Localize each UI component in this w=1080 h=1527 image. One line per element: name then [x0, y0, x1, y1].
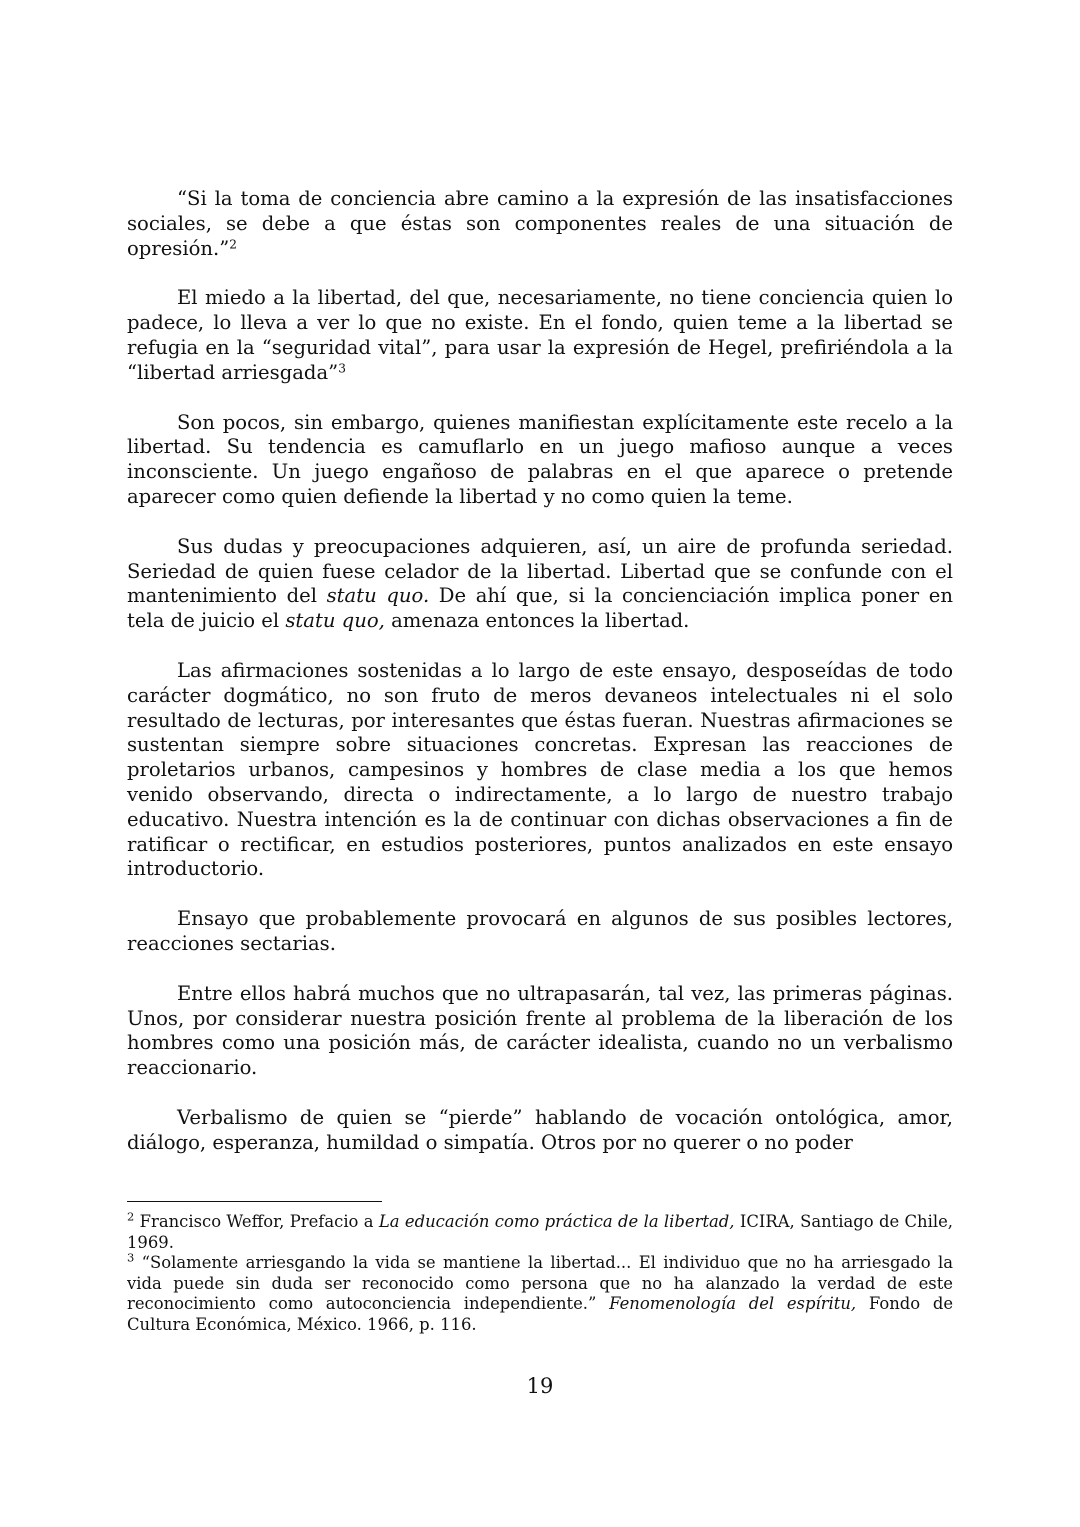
paragraph-5: Las afirmaciones sostenidas a lo largo de este ensayo, desposeídas de todo carácter dogmático, no son fruto de meros devaneos intelectuales ni el solo resultado de lecturas, por interesantes que éstas fueran. Nuestras afirmaciones se sustentan siempre sobre situaciones concretas. Expresan las reacciones de proletarios urbanos, campesinos y hombres de clase media a los que hemos venido observando, directa o indirectamente, a lo largo de nuestro trabajo educativo. Nuestra intención es la de continuar con dichas observaciones a fin de ratificar o rectificar, en estudios posteriores, puntos analizados en este ensayo introductorio. [127, 658, 953, 881]
paragraph-6: Ensayo que probablemente provocará en algunos de sus posibles lectores, reacciones sectarias. [127, 907, 953, 955]
paragraph-7: Entre ellos habrá muchos que no ultrapasarán, tal vez, las primeras páginas. Unos, por considerar nuestra posición frente al problema de la liberación de los hombres como una posición más, de carácter idealista, cuando no un verbalismo reaccionario. [127, 981, 953, 1080]
footnote-2: $^2$ Francisco Weffor, Prefacio a La educación como práctica de la libertad, ICIRA, Santiago de Chile, 1969. [127, 1209, 953, 1252]
paragraph-4: Sus dudas y preocupaciones adquieren, así, un aire de profunda seriedad. Seriedad de quien fuese celador de la libertad. Libertad que se confunde con el mantenimiento del statu quo. De ahí que, si la concienciación implica poner en tela de juicio el statu quo, amenaza entonces la libertad. [127, 534, 953, 633]
footnote-separator [127, 1201, 382, 1202]
footnote-number: 2 [127, 1209, 135, 1224]
footnotes [127, 1209, 954, 1336]
footnote-ref-2[interactable]: 2 [229, 236, 238, 251]
paragraph-8: Verbalismo de quien se “pierde” hablando de vocación ontológica, amor, diálogo, esperanza, humildad o simpatía. Otros por no querer o no poder [127, 1105, 953, 1154]
paragraph-3: Son pocos, sin embargo, quienes manifiestan explícitamente este recelo a la libertad. Su tendencia es camuflarlo en un juego mafioso aunque a veces inconsciente. Un juego engañoso de palabras en el que aparece o pretende aparecer como quien defiende la libertad y no como quien la teme. [127, 410, 953, 508]
footnote-ref-3[interactable]: 3 [338, 361, 346, 376]
paragraph-1: “Si la toma de conciencia abre camino a la expresión de las insatisfacciones sociales, se debe a que éstas son componentes reales de una situación de opresión.”$^2$ [127, 187, 953, 260]
paragraph-2: El miedo a la libertad, del que, necesariamente, no tiene conciencia quien lo padece, lo lleva a ver lo que no existe. En el fondo, quien teme a la libertad se refugia en la “seguridad vital”, para usar la expresión de Hegel, prefiriéndola a la “libertad arriesgada”$^3$ [127, 286, 953, 384]
footnote-number: 3 [127, 1250, 135, 1265]
page-number: 19 [526, 1374, 554, 1398]
body-text [127, 187, 953, 1156]
footnote-3: $^3$ “Solamente arriesgando la vida se mantiene la libertad... El individuo que no ha arriesgado la vida puede sin duda ser reconocido como persona que no ha alanzado la verdad de este reconocimiento como autoconciencia independiente.” Fenomenología del espíritu, Fondo de Cultura Económica, México. 1966, p. 116. [127, 1250, 954, 1334]
